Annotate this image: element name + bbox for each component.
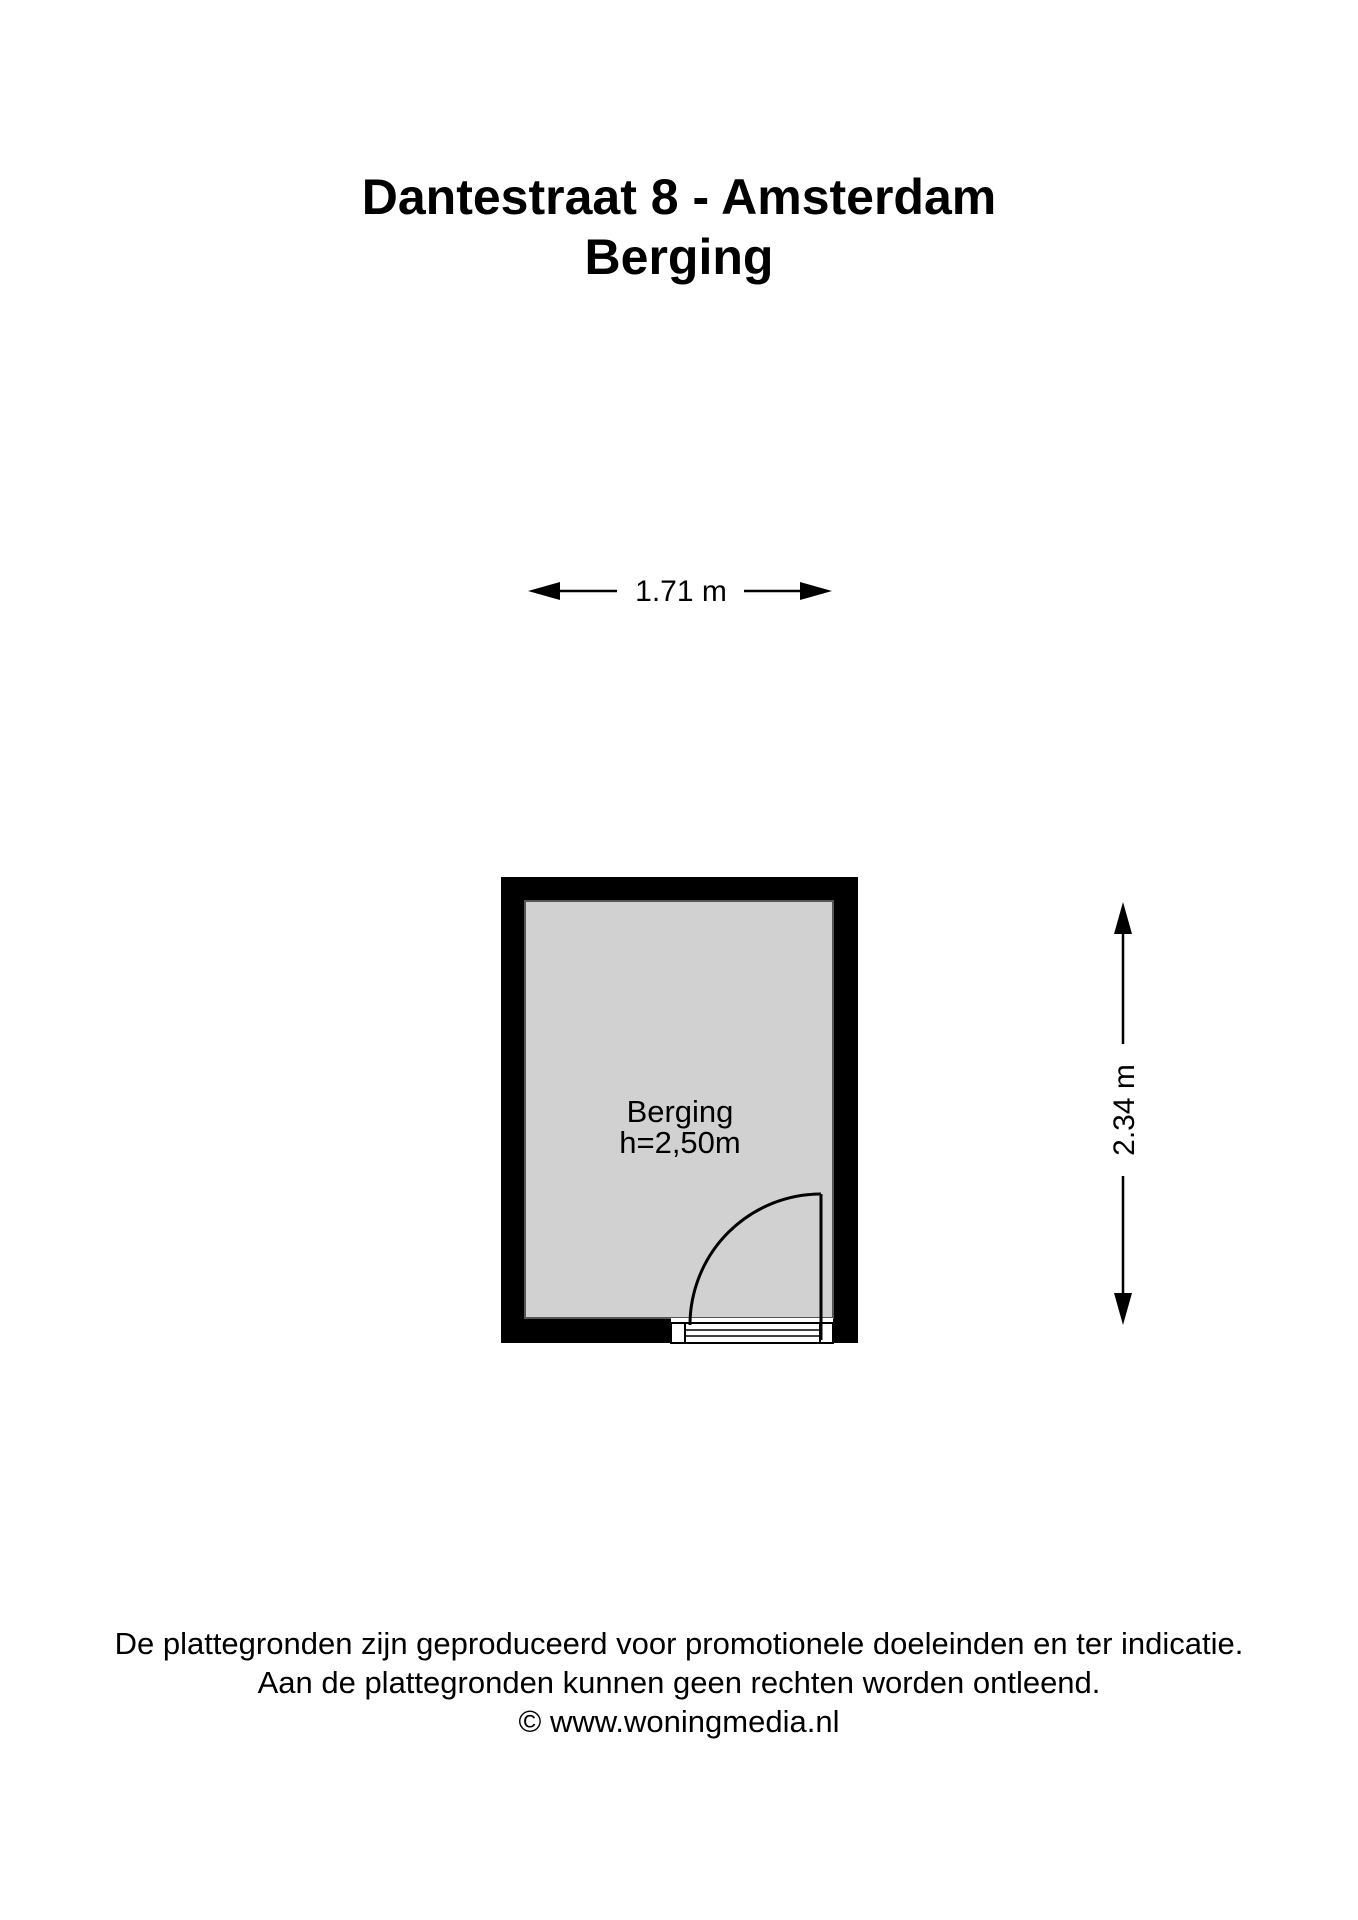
plan-title-address: Dantestraat 8 - Amsterdam xyxy=(361,169,997,225)
height-dim-arrow-top-icon xyxy=(1114,902,1132,934)
width-dim-arrow-right-icon xyxy=(800,582,832,600)
height-dimension xyxy=(1108,902,1141,1325)
footer-disclaimer-line1: De plattegronden zijn geproduceerd voor promotionele doeleinden en ter indicatie. xyxy=(114,1626,1244,1661)
plan-title-room: Berging xyxy=(584,229,774,285)
height-dim-label: 2.34 m xyxy=(1108,1064,1141,1156)
footer-disclaimer-line2: Aan de plattegronden kunnen geen rechten worden ontleend. xyxy=(257,1665,1101,1700)
width-dim-label: 1.71 m xyxy=(635,575,727,608)
footer-disclaimer xyxy=(0,1624,1358,1741)
width-dimension xyxy=(528,575,832,608)
footer-copyright: © www.woningmedia.nl xyxy=(518,1704,840,1739)
room-height-label: h=2,50m xyxy=(619,1125,741,1160)
room-berging xyxy=(501,877,858,1343)
room-name-label: Berging xyxy=(626,1094,734,1129)
door-threshold xyxy=(685,1323,820,1343)
height-dim-arrow-bottom-icon xyxy=(1114,1293,1132,1325)
width-dim-arrow-left-icon xyxy=(528,582,560,600)
door-jamb-left xyxy=(671,1323,685,1343)
